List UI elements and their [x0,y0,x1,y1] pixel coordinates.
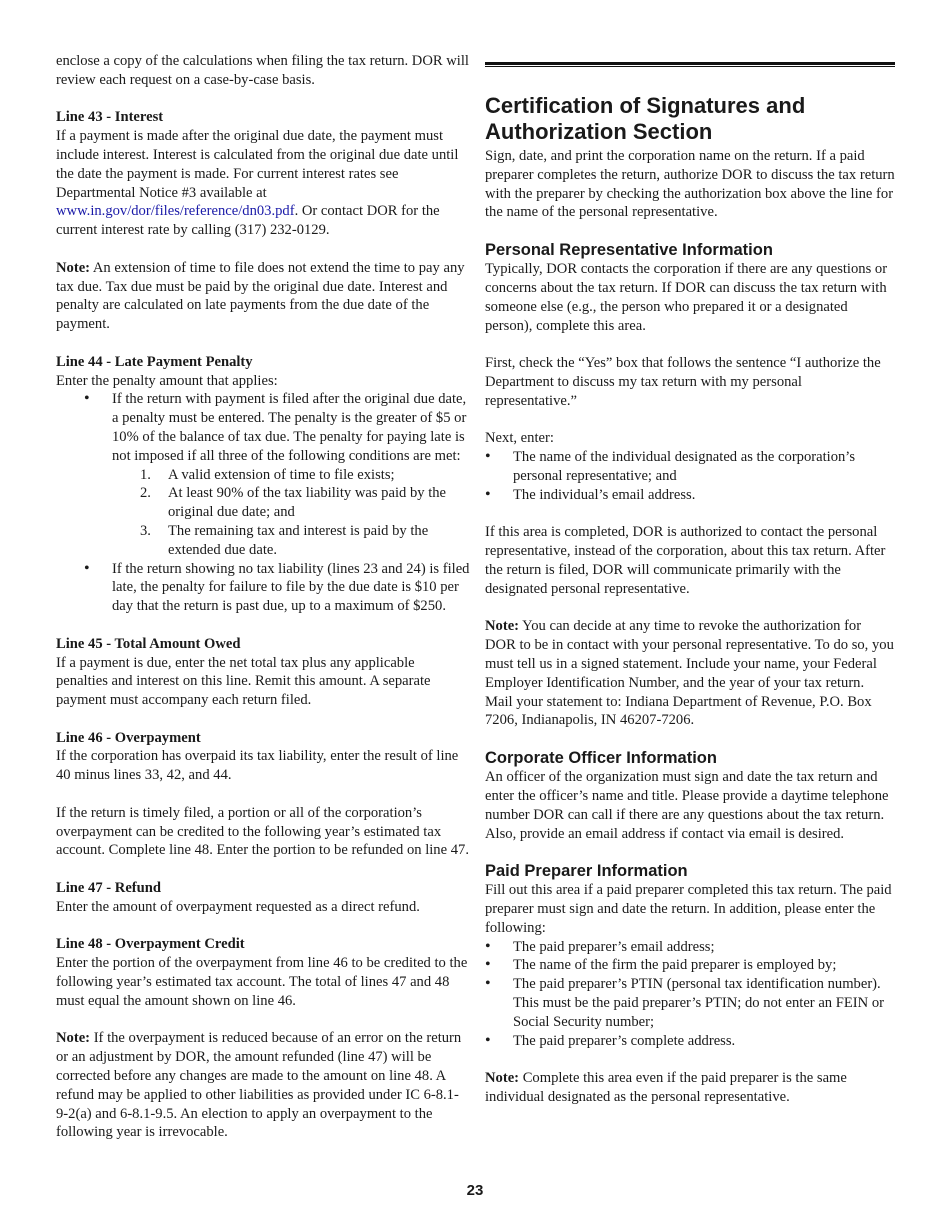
personal-rep-p2: First, check the “Yes” box that follows the sentence “I authorize the Department to discuss my tax return with my personal representative.” [485,355,881,409]
list-item: 3. The remaining tax and interest is paid by the extended due date. [140,522,429,558]
personal-rep-p3: Next, enter: [485,430,554,447]
personal-rep-p1: Typically, DOR contacts the corporation if there are any questions or concerns about the tax return. If DOR can discuss the tax return with someone else (e.g., the person who prepared it or a designated person), complete this area. [485,261,888,334]
left-column [56,52,470,1142]
list-item: 1. A valid extension of time to file exists; [140,466,395,483]
personal-rep-heading: Personal Representative Information [485,241,773,260]
personal-rep-p4: If this area is completed, DOR is authorized to contact the personal representative, instead of the corporation, about this tax return. After the return is filed, DOR will communicate primarily with the designated personal representative. [485,524,886,597]
line-46-heading: Line 46 - Overpayment [56,729,201,746]
right-column [485,52,895,1107]
personal-rep-bullets [485,448,895,504]
list-item: 2. At least 90% of the tax liability was paid by the original due date; and [140,485,447,521]
list-item: • The name of the firm the paid preparer is employed by; [485,956,895,975]
note-revoke: Note: You can decide at any time to revoke the authorization for DOR to be in contact with your personal representative. To do so, you must tell us in a signed statement. Include your name, your Federal Employer Identification Number, and the year of your tax return. Mail your statement to: Indiana Department of Revenue, P.O. Box 7206, Indianapolis, IN 46207-7206. [485,618,894,729]
note-preparer: Note: Complete this area even if the paid preparer is the same individual designated as the personal representative. [485,1070,847,1106]
line-48-text: Enter the portion of the overpayment from line 46 to be credited to the following year’s estimated tax account. The total of lines 47 and 48 must equal the amount shown on line 46. [56,955,468,1009]
line-43-text: If a payment is made after the original due date, the payment must include interest. Interest is calculated from the original due date until the date the payment is made. For current interest rates see Departmental Notice #3 available at www.in.gov/dor/files/reference/dn03.pdf. Or contact DOR for the current interest rate by calling (317) 232-0129. [56,128,459,239]
note-overpayment: Note: If the overpayment is reduced because of an error on the return or an adjustment by DOR, the amount refunded (line 47) will be corrected before any changes are made to the amount on line 48. A refund may be applied to other liabilities as provided under IC 6-8.1-9-2(a) and 6-8.1-9.5. An election to apply an overpayment to the following year is irrevocable. [56,1030,462,1141]
line-47-heading: Line 47 - Refund [56,880,162,897]
line-47-text: Enter the amount of overpayment requested as a direct refund. [56,898,420,915]
line-46-text-2: If the return is timely filed, a portion or all of the corporation’s overpayment can be credited to the following year’s estimated tax account. Complete line 48. Enter the portion to be refunded on line 47. [56,804,469,859]
line-45-text: If a payment is due, enter the net total tax plus any applicable penalties and interest on this line. Remit this amount. A separate payment must accompany each return filed. [56,654,431,709]
preparer-heading: Paid Preparer Information [485,862,688,881]
interest-notice-link[interactable]: www.in.gov/dor/files/reference/dn03.pdf [56,203,295,220]
list-item: • The name of the individual designated as the corporation’s personal representative; and [485,448,895,486]
line-43-heading: Line 43 - Interest [56,109,164,126]
line-45-heading: Line 45 - Total Amount Owed [56,635,241,652]
line-46-text: If the corporation has overpaid its tax liability, enter the result of line 40 minus lines 33, 42, and 44. [56,748,459,784]
list-item: • The paid preparer’s email address; [485,938,895,957]
note-extension: Note: An extension of time to file does not extend the time to pay any tax due. Tax due must be paid by the original due date. Interest and penalty are calculated on late payments from the due date of the payment. [56,259,465,333]
line-48-heading: Line 48 - Overpayment Credit [56,936,245,953]
section-divider [485,62,895,67]
list-item: • The individual’s email address. [485,486,895,505]
officer-heading: Corporate Officer Information [485,749,717,768]
officer-text: An officer of the organization must sign and date the tax return and enter the officer’s name and title. Please provide a daytime telephone number DOR can call if there are any questions about the tax return. Also, provide an email address if contact via email is desired. [485,769,889,842]
list-item: • If the return showing no tax liability (lines 23 and 24) is filed late, the penalty for failure to file by the due date is $10 per day that the return is past due, up to a maximum of $250. [84,560,470,616]
page-number: 23 [466,1182,484,1199]
section-title: Certification of Signatures and Authorization Section [485,93,806,144]
preparer-intro: Fill out this area if a paid preparer completed this tax return. The paid preparer must sign and date the return. In addition, please enter the following: [485,882,892,936]
list-item: • The paid preparer’s PTIN (personal tax identification number). This must be the paid preparer’s PTIN; do not enter an FEIN or Social Security number; [485,975,895,1031]
penalty-conditions [112,466,470,560]
list-item: • If the return with payment is filed after the original due date, a penalty must be entered. The penalty is the greater of $5 or 10% of the balance of tax due. The penalty for paying late is not imposed if all three of the following conditions are met: 1. A valid extension of time to file exists; 2. At least 90% of the tax liability was paid by the original due date; and 3. The remaining tax and interest is paid by the extended due date. [84,390,470,559]
list-item: • The paid preparer’s complete address. [485,1032,895,1051]
line-44-intro: Enter the penalty amount that applies: [56,372,278,389]
line-44-bullets [56,390,470,616]
preparer-bullets [485,938,895,1051]
intro-paragraph: enclose a copy of the calculations when filing the tax return. DOR will review each request on a case-by-case basis. [56,53,469,88]
section-intro: Sign, date, and print the corporation name on the return. If a paid preparer completes the return, authorize DOR to discuss the tax return with the preparer by checking the authorization box above the line for the name of the personal representative. [485,148,895,221]
line-44-heading: Line 44 - Late Payment Penalty [56,353,253,370]
